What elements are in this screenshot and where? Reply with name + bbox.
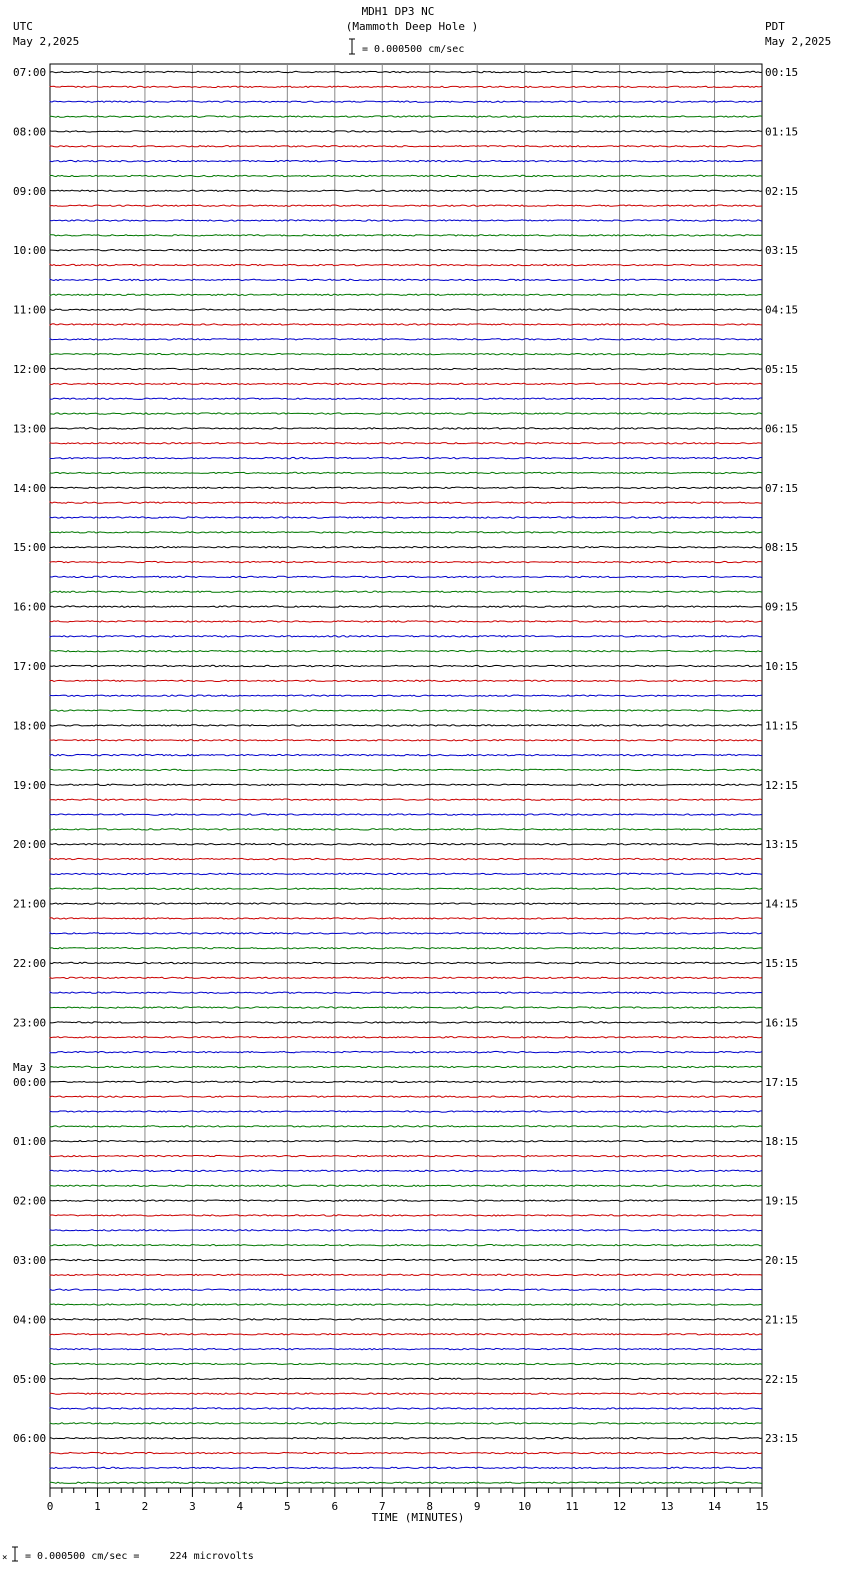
trace-line [50, 1319, 762, 1320]
trace-line [50, 591, 762, 592]
left-hour-labels [13, 66, 46, 1445]
trace-line [50, 502, 762, 503]
right-hour-label: 08:15 [765, 541, 799, 555]
trace-line [50, 769, 762, 770]
right-hour-label: 02:15 [765, 184, 799, 198]
trace-line [50, 324, 762, 325]
left-hour-label: 22:00 [13, 957, 47, 970]
left-hour-label: 07:00 [13, 66, 47, 79]
right-hour-label: 21:15 [765, 1313, 799, 1327]
right-hour-label: 14:15 [765, 897, 799, 911]
left-hour-label: 19:00 [13, 778, 47, 792]
trace-line [50, 1378, 762, 1379]
trace-line [50, 1081, 762, 1082]
trace-line [50, 903, 762, 904]
left-hour-label: 09:00 [13, 184, 47, 198]
right-hour-label: 11:15 [765, 719, 799, 733]
right-hour-label: 12:15 [765, 778, 799, 792]
trace-line [50, 101, 762, 102]
x-tick-label: 0 [46, 1500, 54, 1513]
x-axis-label: TIME (MINUTES) [371, 1511, 465, 1524]
trace-line [50, 680, 762, 681]
trace-line [50, 799, 762, 800]
right-timezone: PDT [765, 20, 785, 33]
trace-line [50, 576, 762, 577]
x-tick-label: 15 [755, 1500, 769, 1513]
left-hour-label: 13:00 [13, 422, 47, 436]
left-hour-label: 12:00 [13, 363, 47, 376]
x-tick-label: 6 [331, 1500, 339, 1513]
trace-line [50, 1200, 762, 1201]
left-hour-label: 08:00 [13, 125, 47, 139]
left-hour-label: 15:00 [13, 541, 47, 555]
trace-line [50, 918, 762, 919]
left-timezone: UTC [13, 20, 33, 33]
x-tick-label: 10 [518, 1500, 532, 1513]
trace-line [50, 1482, 762, 1483]
trace-line [50, 413, 762, 414]
trace-line [50, 1438, 762, 1439]
trace-line [50, 339, 762, 340]
trace-line [50, 1259, 762, 1260]
chart-title: MDH1 DP3 NC [361, 5, 435, 18]
left-hour-label: 18:00 [13, 719, 47, 733]
x-tick-label: 8 [426, 1500, 434, 1513]
right-hour-label: 04:15 [765, 303, 799, 317]
right-hour-label: 18:15 [765, 1135, 799, 1149]
trace-line [50, 428, 762, 429]
right-hour-label: 05:15 [765, 363, 799, 376]
trace-line [50, 962, 762, 963]
trace-line [50, 977, 762, 978]
x-tick-label: 5 [284, 1500, 291, 1513]
trace-line [50, 1274, 762, 1275]
left-hour-label: 05:00 [13, 1372, 47, 1386]
right-hour-labels [765, 66, 798, 1445]
left-date-change-label: May 3 [13, 1060, 47, 1074]
trace-line [50, 725, 762, 726]
trace-line [50, 146, 762, 147]
trace-line [50, 1363, 762, 1364]
trace-line [50, 873, 762, 874]
trace-line [50, 1170, 762, 1171]
trace-line [50, 264, 762, 265]
left-hour-label: 10:00 [13, 244, 47, 258]
left-hour-label: 23:00 [13, 1016, 47, 1030]
x-tick-label: 14 [707, 1500, 722, 1513]
trace-line [50, 86, 762, 87]
left-hour-label: 04:00 [13, 1313, 47, 1327]
trace-line [50, 888, 762, 889]
left-hour-label: 01:00 [13, 1135, 47, 1149]
trace-line [50, 250, 762, 251]
right-hour-label: 15:15 [765, 957, 799, 970]
left-hour-label: 16:00 [13, 600, 47, 614]
scale-label: = 0.000500 cm/sec [362, 44, 465, 55]
x-tick-label: 11 [565, 1500, 579, 1513]
right-hour-label: 10:15 [765, 660, 799, 673]
trace-line [50, 205, 762, 206]
trace-line [50, 1051, 762, 1052]
right-hour-label: 01:15 [765, 125, 799, 139]
trace-line [50, 814, 762, 815]
right-hour-label: 13:15 [765, 838, 799, 852]
trace-line [50, 1393, 762, 1394]
right-hour-label: 22:15 [765, 1372, 799, 1386]
trace-line [50, 1408, 762, 1409]
trace-line [50, 1245, 762, 1246]
trace-line [50, 1230, 762, 1231]
right-hour-label: 16:15 [765, 1016, 799, 1030]
trace-line [50, 71, 762, 72]
right-hour-label: 17:15 [765, 1075, 799, 1089]
right-hour-label: 03:15 [765, 244, 799, 258]
trace-line [50, 829, 762, 830]
x-tick-label: 2 [141, 1500, 149, 1513]
trace-line [50, 517, 762, 518]
trace-line [50, 131, 762, 132]
trace-line [50, 1452, 762, 1453]
trace-line [50, 443, 762, 444]
trace-line [50, 740, 762, 741]
trace-line [50, 160, 762, 161]
trace-line [50, 279, 762, 280]
trace-line [50, 1007, 762, 1008]
trace-line [50, 1185, 762, 1186]
left-hour-label: 06:00 [13, 1432, 47, 1446]
left-hour-label: 02:00 [13, 1194, 47, 1208]
trace-line [50, 784, 762, 785]
trace-line [50, 1423, 762, 1424]
trace-line [50, 487, 762, 488]
trace-line [50, 398, 762, 399]
trace-line [50, 858, 762, 859]
left-hour-label: 14:00 [13, 481, 47, 495]
x-axis [47, 1488, 769, 1513]
trace-line [50, 1304, 762, 1305]
trace-line [50, 547, 762, 548]
footer-scale-note: = 0.000500 cm/sec = 224 microvolts [25, 1551, 254, 1562]
right-date: May 2,2025 [765, 35, 832, 48]
trace-line [50, 175, 762, 176]
right-hour-label: 09:15 [765, 600, 799, 614]
trace-line [50, 1348, 762, 1349]
x-tick-label: 4 [236, 1500, 244, 1513]
x-tick-label: 9 [473, 1500, 481, 1513]
left-hour-label: 20:00 [13, 838, 47, 852]
trace-line [50, 695, 762, 696]
x-tick-label: 12 [612, 1500, 627, 1513]
right-hour-label: 07:15 [765, 481, 799, 495]
trace-line [50, 844, 762, 845]
trace-line [50, 606, 762, 607]
trace-line [50, 1141, 762, 1142]
x-tick-label: 7 [378, 1500, 386, 1513]
left-date: May 2,2025 [13, 35, 80, 48]
trace-line [50, 1111, 762, 1112]
trace-line [50, 235, 762, 236]
footer-mark: × [2, 1553, 8, 1563]
trace-line [50, 220, 762, 221]
trace-line [50, 1126, 762, 1127]
trace-line [50, 948, 762, 949]
trace-line [50, 933, 762, 934]
trace-line [50, 457, 762, 458]
trace-line [50, 368, 762, 369]
chart-subtitle: (Mammoth Deep Hole ) [345, 20, 479, 33]
trace-line [50, 1215, 762, 1216]
trace-line [50, 116, 762, 117]
left-hour-label: 00:00 [13, 1075, 47, 1089]
trace-line [50, 1289, 762, 1290]
trace-line [50, 1022, 762, 1023]
trace-line [50, 665, 762, 666]
trace-line [50, 1155, 762, 1156]
left-hour-label: 03:00 [13, 1254, 47, 1267]
right-hour-label: 23:15 [765, 1432, 799, 1446]
x-tick-label: 3 [189, 1500, 196, 1513]
right-hour-label: 20:15 [765, 1254, 799, 1267]
trace-line [50, 532, 762, 533]
trace-line [50, 754, 762, 755]
trace-line [50, 621, 762, 622]
right-hour-label: 00:15 [765, 66, 799, 79]
footer-scale-bar-icon [12, 1547, 18, 1561]
trace-line [50, 992, 762, 993]
trace-set [50, 71, 762, 1483]
trace-line [50, 636, 762, 637]
left-hour-label: 11:00 [13, 303, 47, 317]
right-hour-label: 06:15 [765, 422, 799, 436]
trace-line [50, 561, 762, 562]
right-hour-label: 19:15 [765, 1194, 799, 1208]
trace-line [50, 383, 762, 384]
left-hour-label: 17:00 [13, 660, 47, 673]
x-tick-label: 13 [660, 1500, 674, 1513]
trace-line [50, 294, 762, 295]
trace-line [50, 354, 762, 355]
trace-line [50, 1334, 762, 1335]
trace-line [50, 710, 762, 711]
trace-line [50, 1066, 762, 1067]
trace-line [50, 1096, 762, 1097]
trace-line [50, 472, 762, 473]
trace-line [50, 1037, 762, 1038]
trace-line [50, 1467, 762, 1468]
left-hour-label: 21:00 [13, 897, 47, 911]
scale-bar-icon [349, 39, 355, 54]
trace-line [50, 190, 762, 191]
trace-line [50, 651, 762, 652]
x-tick-label: 1 [94, 1500, 101, 1513]
trace-line [50, 309, 762, 310]
